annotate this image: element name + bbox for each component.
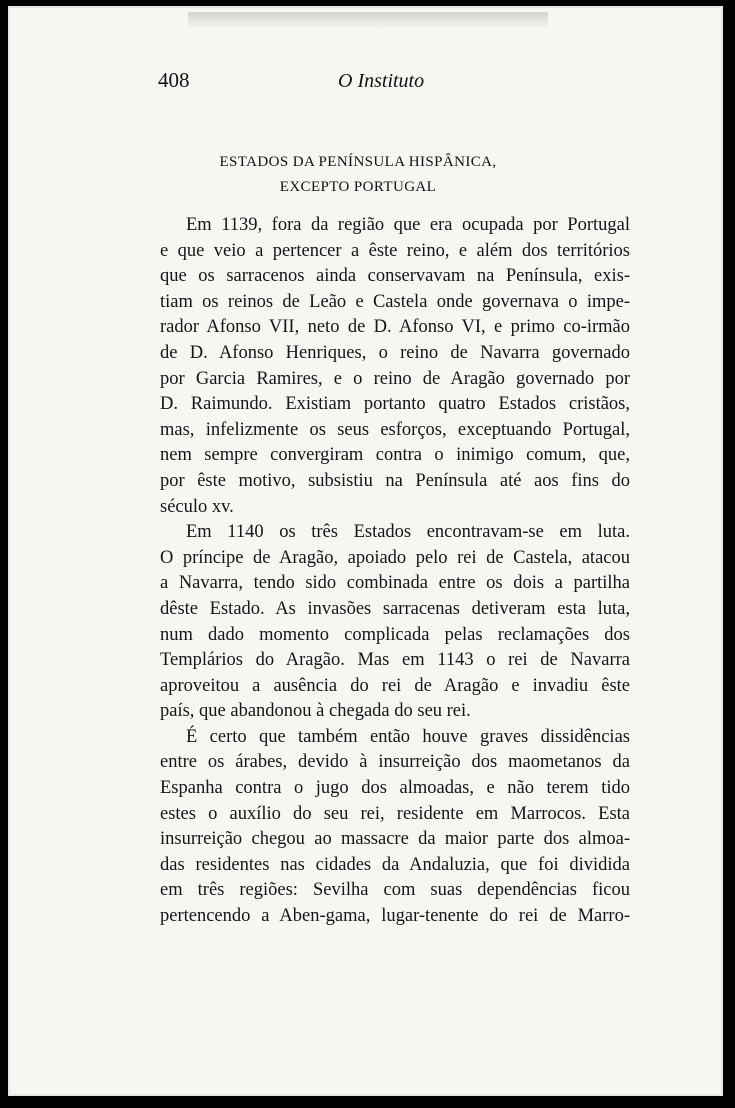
- section-title-line: EXCEPTO PORTUGAL: [279, 179, 437, 195]
- section-title-line: ESTADOS DA PENÍNSULA HISPÂNICA,: [219, 154, 497, 170]
- page-header: [158, 64, 628, 98]
- paragraph: [160, 520, 630, 725]
- page-number: 408: [158, 68, 190, 92]
- text-line: insurreição chegou ao massacre da maior parte dos almoa-: [160, 829, 630, 850]
- text-line: nem sempre convergiram contra o inimigo comum, que,: [160, 445, 630, 466]
- text-line: Espanha contra o jugo dos almoadas, e não terem tido: [160, 778, 630, 799]
- scan-shadow: [188, 12, 548, 28]
- text-line: século xv.: [160, 496, 234, 517]
- text-line: O príncipe de Aragão, apoiado pelo rei de Castela, atacou: [160, 547, 630, 568]
- text-line: entre os árabes, devido à insurreição dos maometanos da: [160, 752, 630, 773]
- text-line: a Navarra, tendo sido combinada entre os dois a partilha: [160, 573, 630, 594]
- text-line: Templários do Aragão. Mas em 1143 o rei de Navarra: [160, 650, 630, 671]
- paragraph: [160, 213, 630, 520]
- text-line: pertencendo a Aben-gama, lugar-tenente do rei de Marro-: [160, 906, 630, 927]
- text-line: tiam os reinos de Leão e Castela onde governava o impe-: [160, 291, 630, 312]
- text-line: Em 1139, fora da região que era ocupada por Portugal: [186, 215, 630, 235]
- text-line: Em 1140 os três Estados encontravam-se em luta.: [186, 522, 630, 543]
- text-line: estes o auxílio do seu rei, residente em Marrocos. Esta: [160, 803, 630, 824]
- text-line: num dado momento complicada pelas reclamações dos: [160, 624, 630, 645]
- text-line: aproveitou a ausência do rei de Aragão e invadiu êste: [160, 675, 630, 696]
- text-line: país, que abandonou à chegada do seu rei.: [160, 701, 471, 722]
- text-line: de D. Afonso Henriques, o reino de Navarra governado: [160, 342, 630, 363]
- text-line: por êste motivo, subsistiu na Península até aos fins do: [160, 470, 630, 491]
- text-line: por Garcia Ramires, e o reino de Aragão governado por: [160, 368, 630, 389]
- text-line: mas, infelizmente os seus esforços, exceptuando Portugal,: [160, 419, 630, 440]
- section-title: [100, 150, 616, 200]
- running-title: O Instituto: [338, 70, 425, 92]
- text-line: D. Raimundo. Existiam portanto quatro Estados cristãos,: [160, 394, 630, 415]
- text-line: É certo que também então houve graves dissidências: [186, 726, 630, 747]
- text-line: em três regiões: Sevilha com suas dependências ficou: [160, 880, 630, 901]
- text-line: dêste Estado. As invasões sarracenas detiveram esta luta,: [160, 598, 630, 619]
- paragraph: [160, 725, 630, 930]
- text-line: e que veio a pertencer a êste reino, e além dos territórios: [160, 240, 630, 261]
- text-line: rador Afonso VII, neto de D. Afonso VI, e primo co-irmão: [160, 317, 630, 338]
- text-line: das residentes nas cidades da Andaluzia, que foi dividida: [160, 854, 630, 875]
- body-text: [160, 213, 630, 930]
- text-line: que os sarracenos ainda conservavam na Península, exis-: [160, 266, 630, 287]
